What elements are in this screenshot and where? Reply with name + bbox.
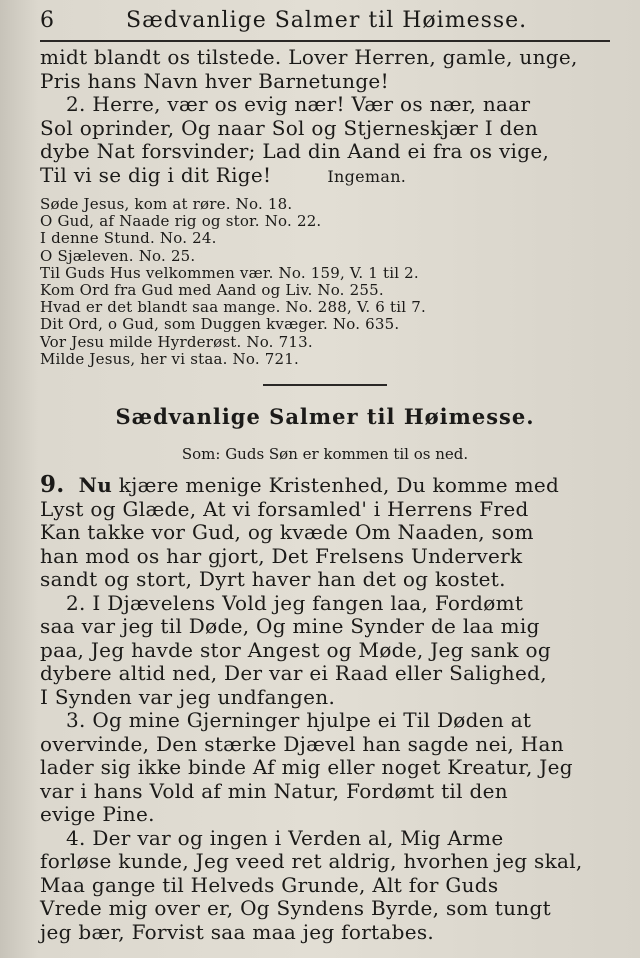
header-rule [40,40,610,42]
hymn-reference: O Gud, af Naade rig og stor. No. 22. [40,212,322,231]
text-line: Pris hans Navn hver Barnetunge! [40,68,389,93]
text-line: I Synden var jeg undfangen. [40,684,336,709]
hymn-reference: Til Guds Hus velkommen vær. No. 159, V. 1 til 2. [40,263,419,282]
text-line: Maa gange til Helveds Grunde, Alt for Guds [40,872,499,897]
section-title: Sædvanlige Salmer til Høimesse. [115,404,535,430]
text-line: var i hans Vold af min Natur, Fordømt til den [40,778,508,803]
section-divider [263,384,387,386]
hymn-reference: Milde Jesus, her vi staa. No. 721. [40,349,299,368]
hymn-reference: Søde Jesus, kom at røre. No. 18. [40,195,293,213]
hymn-reference: Vor Jesu milde Hyrderøst. No. 713. [40,332,313,351]
running-title: Sædvanlige Salmer til Høimesse. [126,8,528,33]
hymn-first-word: Nu [78,473,113,498]
text-line: jeg bær, Forvist saa maa jeg fortabes. [40,919,435,944]
hymn-reference: Kom Ord fra Gud med Aand og Liv. No. 255. [40,281,384,300]
text-line: dybere altid ned, Der var ei Raad eller Salighed, [40,661,547,686]
melody-note: Som: Guds Søn er kommen til os ned. [181,445,469,464]
text-line: 3. Og mine Gjerninger hjulpe ei Til Døden at [66,708,532,733]
text-line: evige Pine. [40,802,155,827]
text-line [40,164,610,189]
text-line: saa var jeg til Døde, Og mine Synder de laa mig [40,614,540,639]
hymn-reference-list [40,196,610,368]
text-line: Sol oprinder, Og naar Sol og Stjerneskjær I den [40,115,539,140]
page-number: 6 [40,8,54,33]
hymn-author: Ingeman. [327,166,407,186]
hymn-reference: I denne Stund. No. 24. [40,229,217,248]
text-segment: kjære menige Kristenhed, Du komme med [112,473,560,498]
text-line: forløse kunde, Jeg veed ret aldrig, hvorhen jeg skal, [40,849,583,874]
page-header [40,6,610,38]
text-line: han mod os har gjort, Det Frelsens Underverk [40,543,523,568]
text-line: midt blandt os tilstede. Lover Herren, gamle, unge, [40,45,578,69]
hymn-reference: Hvad er det blandt saa mange. No. 288, V. 6 til 7. [40,298,426,317]
text-line: 4. Der var og ingen i Verden al, Mig Arme [66,825,504,850]
hymn-reference: O Sjæleven. No. 25. [40,246,196,265]
text-segment: Til vi se dig i dit Rige! [40,162,272,187]
text-line: paa, Jeg havde stor Angest og Møde, Jeg sank og [40,637,551,662]
text-line: dybe Nat forsvinder; Lad din Aand ei fra os vige, [40,139,550,163]
text-line: 2. Herre, vær os evig nær! Vær os nær, naar [66,92,531,116]
text-line [40,473,610,498]
text-line: sandt og stort, Dyrt haver han det og kostet. [40,567,506,592]
hymn-9 [40,473,610,944]
text-line: Kan takke vor Gud, og kvæde Om Naaden, som [40,520,534,545]
previous-hymn-ending [40,46,610,188]
text-line: Vrede mig over er, Og Syndens Byrde, som tungt [40,896,551,921]
text-line: Lyst og Glæde, At vi forsamled' i Herrens Fred [40,496,529,521]
text-line: overvinde, Den stærke Djævel han sagde nei, Han [40,731,564,756]
hymn-number: 9. [40,471,65,499]
hymn-reference: Dit Ord, o Gud, som Duggen kvæger. No. 635. [40,315,400,334]
text-line: lader sig ikke binde Af mig eller noget Kreatur, Jeg [40,755,573,780]
text-line: 2. I Djævelens Vold jeg fangen laa, Fordømt [66,590,524,615]
